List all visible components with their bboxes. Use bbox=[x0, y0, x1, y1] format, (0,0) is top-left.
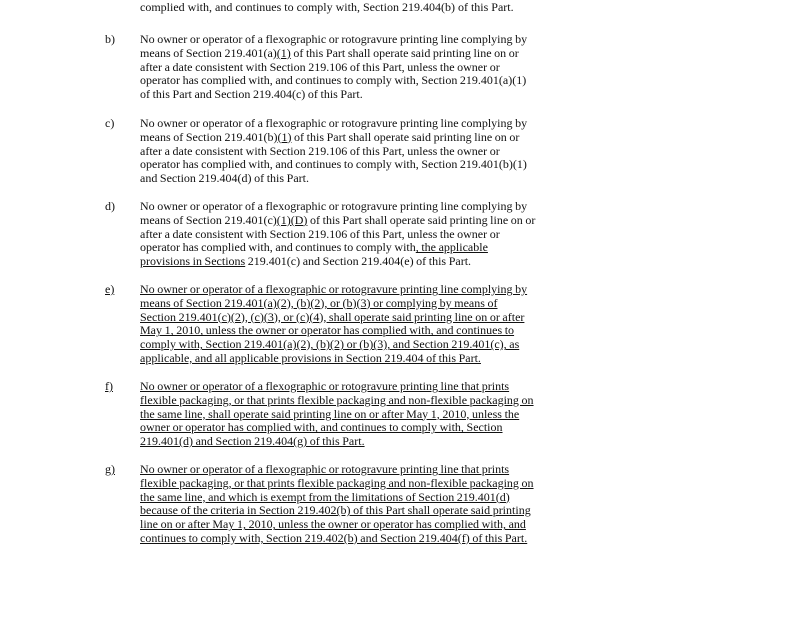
text-segment: of this Part shall operate said printing line on or after a date consistent with Section 219.106 of this Part, unless the owner or operator has complied with, and continues to comply with, Section 219.401(b)(1) and Section 219.404(d) of this Part. bbox=[140, 129, 527, 186]
top-fragment-text: complied with, and continues to comply with, Section 219.404(b) of this Part. bbox=[140, 0, 514, 14]
underlined-segment: (1)(D) bbox=[276, 212, 308, 227]
text-segment: No owner or operator of a flexographic or rotogravure printing line complying by means of Section 219.401(b) bbox=[140, 116, 528, 144]
paragraph-text bbox=[140, 33, 536, 102]
paragraph-label: c) bbox=[105, 116, 115, 130]
paragraph-text: No owner or operator of a flexographic or rotogravure printing line that prints flexible packaging, or that prints flexible packaging and non-flexible packaging on the same line, shall operate said printing line on or after May 1, 2010, unless the owner or operator has complied with, and continues to comply with, Section 219.401(d) and Section 219.404(g) of this Part. bbox=[140, 379, 534, 449]
text-segment: 219.401(c) and Section 219.404(e) of this Part. bbox=[245, 254, 472, 269]
paragraph-text: No owner or operator of a flexographic or rotogravure printing line that prints flexible packaging, or that prints flexible packaging and non-flexible packaging on the same line, and which is exempt from the limitations of Section 219.401(d) because of the criteria in Section 219.402(b) of this Part shall operate said printing line on or after May 1, 2010, unless the owner or operator has complied with, and continues to comply with, Section 219.402(b) and Section 219.404(f) of this Part. bbox=[140, 462, 534, 545]
text-segment: No owner or operator of a flexographic or rotogravure printing line complying by means of Section 219.401(c) bbox=[140, 199, 528, 227]
underlined-segment: (1) bbox=[277, 129, 292, 144]
paragraph-text bbox=[140, 117, 536, 186]
text-segment: No owner or operator of a flexographic or rotogravure printing line complying by means of Section 219.401(a) bbox=[140, 32, 528, 60]
underlined-segment: , the applicable provisions in Sections bbox=[140, 240, 488, 269]
paragraph-label: e) bbox=[105, 282, 115, 296]
paragraph-text bbox=[140, 200, 536, 269]
paragraph-label: b) bbox=[105, 32, 115, 46]
paragraph-label: f) bbox=[105, 379, 113, 393]
paragraph-text: No owner or operator of a flexographic or rotogravure printing line complying by means of Section 219.401(a)(2), (b)(2), or (b)(3) or complying by means of Section 219.401(c)(2), (c)(3), or (c)(4), shall operate said printing line on or after May 1, 2010, unless the owner or operator has complied with, and continues to comply with, Section 219.401(a)(2), (b)(2) or (b)(3), and Section 219.401(c), as applicable, and all applicable provisions in Section 219.404 of this Part. bbox=[140, 282, 528, 365]
text-segment: of this Part shall operate said printing line on or after a date consistent with Section 219.106 of this Part, unless the owner or operator has complied with, and continues to comply with, Section 219.401(a)(1) of this Part and Section 219.404(c) of this Part. bbox=[140, 45, 527, 102]
paragraph-label: d) bbox=[105, 199, 115, 213]
text-segment: of this Part shall operate said printing line on or after a date consistent with Section 219.106 of this Part, unless the owner or operator has complied with, and continues to comply with bbox=[140, 212, 536, 255]
underlined-segment: (1) bbox=[276, 45, 291, 60]
paragraph-label: g) bbox=[105, 462, 115, 476]
